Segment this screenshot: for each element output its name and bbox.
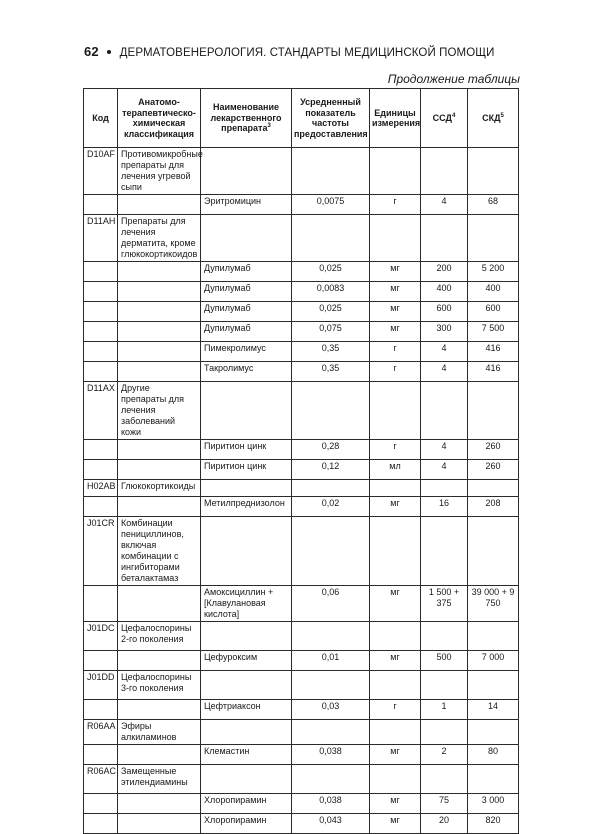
cell-unit: мг <box>370 745 421 765</box>
cell-drug-name: Дупилумаб <box>201 322 292 342</box>
col-header-drug-label: Наименование лекарственного препарата <box>210 102 282 134</box>
cell-empty <box>201 720 292 745</box>
cell-atc-classification: Другие препараты для лечения заболеваний кожи <box>118 382 201 440</box>
cell-empty <box>370 622 421 651</box>
cell-empty <box>201 517 292 586</box>
cell-empty <box>118 586 201 622</box>
cell-empty <box>468 671 519 700</box>
cell-drug-name: Дупилумаб <box>201 282 292 302</box>
cell-drug-name: Дупилумаб <box>201 262 292 282</box>
cell-drug-name: Дупилумаб <box>201 302 292 322</box>
col-header-code: Код <box>84 89 118 148</box>
running-header <box>84 44 495 59</box>
cell-empty <box>84 322 118 342</box>
cell-frequency: 0,01 <box>292 651 370 671</box>
page-number: 62 <box>84 44 99 59</box>
cell-empty <box>292 765 370 794</box>
cell-skd: 600 <box>468 302 519 322</box>
table-row <box>84 362 519 382</box>
cell-unit: мг <box>370 497 421 517</box>
cell-skd: 80 <box>468 745 519 765</box>
cell-frequency: 0,03 <box>292 700 370 720</box>
col-header-skd-label: СКД <box>482 112 501 123</box>
cell-code: D11AX <box>84 382 118 440</box>
cell-empty <box>292 720 370 745</box>
cell-atc-classification: Препараты для лечения дерматита, кроме глюкокортикоидов <box>118 215 201 262</box>
cell-unit: г <box>370 342 421 362</box>
cell-empty <box>370 765 421 794</box>
cell-empty <box>370 148 421 195</box>
cell-ssd: 4 <box>421 460 468 480</box>
table-body <box>84 148 519 834</box>
cell-empty <box>118 794 201 814</box>
cell-ssd: 1 500 + 375 <box>421 586 468 622</box>
cell-empty <box>421 765 468 794</box>
cell-atc-classification: Глюкокортикоиды <box>118 480 201 497</box>
cell-empty <box>292 480 370 497</box>
cell-empty <box>370 720 421 745</box>
cell-skd: 68 <box>468 195 519 215</box>
cell-empty <box>118 651 201 671</box>
table-group-row <box>84 517 519 586</box>
cell-frequency: 0,043 <box>292 814 370 834</box>
cell-empty <box>118 282 201 302</box>
cell-empty <box>201 622 292 651</box>
cell-drug-name: Пиритион цинк <box>201 440 292 460</box>
cell-empty <box>421 148 468 195</box>
bullet-dot-icon <box>107 50 111 54</box>
cell-empty <box>84 342 118 362</box>
cell-empty <box>118 195 201 215</box>
cell-empty <box>292 382 370 440</box>
cell-ssd: 75 <box>421 794 468 814</box>
cell-empty <box>468 622 519 651</box>
cell-skd: 7 000 <box>468 651 519 671</box>
cell-code: J01DD <box>84 671 118 700</box>
cell-empty <box>118 362 201 382</box>
cell-skd: 208 <box>468 497 519 517</box>
cell-frequency: 0,02 <box>292 497 370 517</box>
cell-atc-classification: Цефалоспорины 2-го поколения <box>118 622 201 651</box>
cell-drug-name: Хлоропирамин <box>201 814 292 834</box>
table-row <box>84 322 519 342</box>
table-group-row <box>84 382 519 440</box>
cell-ssd: 16 <box>421 497 468 517</box>
table-row <box>84 460 519 480</box>
cell-empty <box>421 622 468 651</box>
cell-empty <box>468 517 519 586</box>
cell-drug-name: Пиритион цинк <box>201 460 292 480</box>
table-row <box>84 497 519 517</box>
cell-skd: 400 <box>468 282 519 302</box>
footnote-ref-4: 4 <box>451 112 456 119</box>
table-group-row <box>84 622 519 651</box>
cell-ssd: 400 <box>421 282 468 302</box>
cell-empty <box>84 497 118 517</box>
footnote-ref-3: 3 <box>267 123 271 130</box>
cell-drug-name: Цефуроксим <box>201 651 292 671</box>
table-row <box>84 440 519 460</box>
table-group-row <box>84 671 519 700</box>
cell-empty <box>292 517 370 586</box>
cell-atc-classification: Эфиры алкиламинов <box>118 720 201 745</box>
cell-drug-name: Эритромицин <box>201 195 292 215</box>
cell-empty <box>468 148 519 195</box>
cell-frequency: 0,06 <box>292 586 370 622</box>
cell-drug-name: Амоксициллин + [Клавулановая кислота] <box>201 586 292 622</box>
cell-atc-classification: Комбинации пенициллинов, включая комбинации с ингибиторами беталактамаз <box>118 517 201 586</box>
cell-skd: 260 <box>468 440 519 460</box>
cell-skd: 416 <box>468 342 519 362</box>
cell-empty <box>421 671 468 700</box>
cell-frequency: 0,35 <box>292 362 370 382</box>
cell-empty <box>118 814 201 834</box>
cell-ssd: 500 <box>421 651 468 671</box>
table-row <box>84 195 519 215</box>
cell-ssd: 4 <box>421 440 468 460</box>
cell-empty <box>84 282 118 302</box>
cell-ssd: 4 <box>421 342 468 362</box>
table-row <box>84 282 519 302</box>
cell-empty <box>370 671 421 700</box>
cell-unit: мг <box>370 814 421 834</box>
cell-ssd: 20 <box>421 814 468 834</box>
cell-ssd: 600 <box>421 302 468 322</box>
cell-frequency: 0,025 <box>292 262 370 282</box>
cell-skd: 39 000 + 9 750 <box>468 586 519 622</box>
cell-atc-classification: Цефалоспорины 3-го поколения <box>118 671 201 700</box>
cell-empty <box>468 382 519 440</box>
cell-skd: 7 500 <box>468 322 519 342</box>
table-row <box>84 586 519 622</box>
cell-skd: 260 <box>468 460 519 480</box>
cell-empty <box>118 262 201 282</box>
cell-empty <box>468 765 519 794</box>
cell-empty <box>118 302 201 322</box>
table-continuation-label: Продолжение таблицы <box>387 72 520 86</box>
cell-unit: мг <box>370 586 421 622</box>
cell-drug-name: Цефтриаксон <box>201 700 292 720</box>
cell-atc-classification: Противомикробные препараты для лечения угревой сыпи <box>118 148 201 195</box>
cell-drug-name: Такролимус <box>201 362 292 382</box>
cell-empty <box>84 700 118 720</box>
table-group-row <box>84 765 519 794</box>
col-header-drug <box>201 89 292 148</box>
cell-empty <box>201 148 292 195</box>
cell-empty <box>292 215 370 262</box>
cell-empty <box>118 322 201 342</box>
cell-skd: 820 <box>468 814 519 834</box>
cell-empty <box>421 215 468 262</box>
cell-empty <box>468 720 519 745</box>
table-row <box>84 700 519 720</box>
table-header-row <box>84 89 519 148</box>
table-row <box>84 651 519 671</box>
cell-unit: мг <box>370 262 421 282</box>
cell-code: J01DC <box>84 622 118 651</box>
cell-drug-name: Пимекролимус <box>201 342 292 362</box>
table-row <box>84 342 519 362</box>
cell-empty <box>292 622 370 651</box>
cell-unit: г <box>370 440 421 460</box>
cell-frequency: 0,0075 <box>292 195 370 215</box>
cell-empty <box>84 745 118 765</box>
table-row <box>84 302 519 322</box>
cell-atc-classification: Замещенные этилендиамины <box>118 765 201 794</box>
drug-standard-table <box>83 88 519 834</box>
cell-unit: мл <box>370 460 421 480</box>
cell-code: R06AA <box>84 720 118 745</box>
cell-empty <box>292 671 370 700</box>
footnote-ref-5: 5 <box>500 112 504 119</box>
cell-frequency: 0,075 <box>292 322 370 342</box>
cell-unit: мг <box>370 651 421 671</box>
cell-frequency: 0,038 <box>292 745 370 765</box>
cell-empty <box>84 460 118 480</box>
cell-code: H02AB <box>84 480 118 497</box>
cell-frequency: 0,28 <box>292 440 370 460</box>
cell-empty <box>201 671 292 700</box>
cell-ssd: 2 <box>421 745 468 765</box>
cell-frequency: 0,0083 <box>292 282 370 302</box>
cell-empty <box>118 700 201 720</box>
cell-drug-name: Клемастин <box>201 745 292 765</box>
cell-unit: мг <box>370 302 421 322</box>
cell-frequency: 0,025 <box>292 302 370 322</box>
cell-empty <box>201 215 292 262</box>
cell-code: R06AC <box>84 765 118 794</box>
cell-drug-name: Хлоропирамин <box>201 794 292 814</box>
cell-skd: 416 <box>468 362 519 382</box>
cell-code: J01CR <box>84 517 118 586</box>
cell-ssd: 4 <box>421 195 468 215</box>
table-group-row <box>84 215 519 262</box>
cell-code: D11AH <box>84 215 118 262</box>
cell-unit: г <box>370 195 421 215</box>
cell-empty <box>118 745 201 765</box>
cell-empty <box>84 440 118 460</box>
cell-empty <box>421 382 468 440</box>
cell-empty <box>421 720 468 745</box>
cell-unit: мг <box>370 794 421 814</box>
cell-empty <box>370 215 421 262</box>
cell-empty <box>118 497 201 517</box>
cell-ssd: 300 <box>421 322 468 342</box>
cell-empty <box>370 382 421 440</box>
cell-empty <box>421 480 468 497</box>
cell-ssd: 4 <box>421 362 468 382</box>
table-row <box>84 794 519 814</box>
cell-empty <box>84 794 118 814</box>
cell-empty <box>201 382 292 440</box>
cell-frequency: 0,35 <box>292 342 370 362</box>
cell-unit: г <box>370 362 421 382</box>
cell-frequency: 0,038 <box>292 794 370 814</box>
cell-skd: 5 200 <box>468 262 519 282</box>
cell-frequency: 0,12 <box>292 460 370 480</box>
cell-empty <box>84 195 118 215</box>
col-header-ssd <box>421 89 468 148</box>
cell-empty <box>370 517 421 586</box>
cell-empty <box>370 480 421 497</box>
table-group-row <box>84 720 519 745</box>
cell-ssd: 1 <box>421 700 468 720</box>
cell-unit: мг <box>370 282 421 302</box>
cell-empty <box>201 480 292 497</box>
cell-empty <box>468 215 519 262</box>
cell-empty <box>84 651 118 671</box>
cell-empty <box>118 460 201 480</box>
cell-empty <box>201 765 292 794</box>
col-header-frequency: Усредненный показатель частоты предоставления <box>292 89 370 148</box>
cell-empty <box>421 517 468 586</box>
cell-code: D10AF <box>84 148 118 195</box>
cell-unit: г <box>370 700 421 720</box>
cell-empty <box>84 362 118 382</box>
col-header-atc: Анатомо-терапевтическо-химическая классификация <box>118 89 201 148</box>
cell-empty <box>468 480 519 497</box>
cell-drug-name: Метилпреднизолон <box>201 497 292 517</box>
cell-empty <box>84 262 118 282</box>
cell-unit: мг <box>370 322 421 342</box>
cell-skd: 14 <box>468 700 519 720</box>
cell-ssd: 200 <box>421 262 468 282</box>
table-row <box>84 745 519 765</box>
table-group-row <box>84 480 519 497</box>
cell-empty <box>292 148 370 195</box>
table-row <box>84 814 519 834</box>
table-row <box>84 262 519 282</box>
cell-empty <box>84 814 118 834</box>
table-group-row <box>84 148 519 195</box>
col-header-unit: Единицы измерения <box>370 89 421 148</box>
cell-skd: 3 000 <box>468 794 519 814</box>
col-header-ssd-label: ССД <box>432 112 452 123</box>
col-header-skd <box>468 89 519 148</box>
cell-empty <box>118 440 201 460</box>
cell-empty <box>118 342 201 362</box>
running-title: ДЕРМАТОВЕНЕРОЛОГИЯ. СТАНДАРТЫ МЕДИЦИНСКОЙ ПОМОЩИ <box>119 47 495 59</box>
cell-empty <box>84 302 118 322</box>
cell-empty <box>84 586 118 622</box>
